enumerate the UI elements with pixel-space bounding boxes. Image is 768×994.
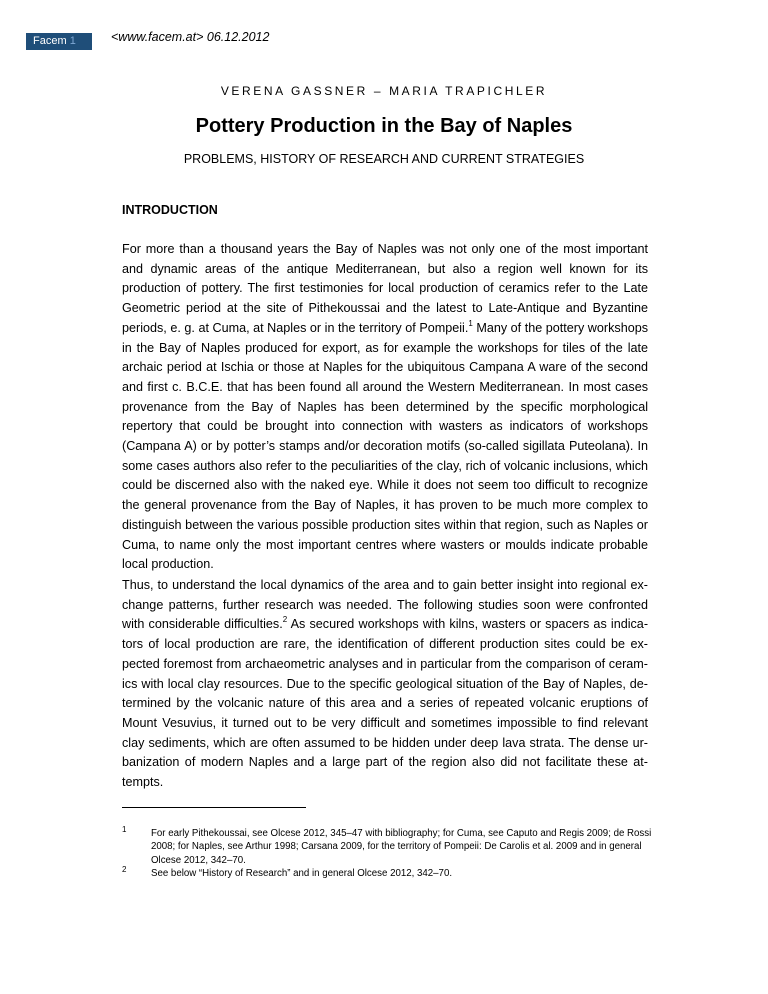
footnote-ref-2[interactable]: 2: [282, 615, 288, 625]
footnote-ref-1[interactable]: 1: [468, 318, 473, 328]
paper-title: Pottery Production in the Bay of Naples: [195, 115, 573, 137]
footnote-divider: [122, 807, 306, 808]
paragraph-2-text-b: As secured workshops with kilns, wasters or spacers as indicators of local production are rare, the identification of different production sites could be expected foremost from archaeometric analyses and in particular from the comparison of ceramics with local clay resources. Due to the specific geological situation of the Bay of Naples, determined by the volcanic nature of this area and a series of repeated volcanic eruptions of Mount Vesuvius, it turned out to be very difficult and sometimes impossible to find relevant clay sediments, which are often assumed to be hidden under deep lava strata. The dense urbanization of modern Naples and a large part of the region also did not facilitate these attempts.: [122, 617, 649, 790]
journal-name: Facem: [33, 35, 67, 47]
page-number: 1: [69, 35, 76, 47]
paper-subtitle: PROBLEMS, HISTORY OF RESEARCH AND CURRENT STRATEGIES: [183, 152, 585, 166]
paragraph-1-text-a: For more than a thousand years the Bay of Naples was not only one of the most important and dynamic areas of the antique Mediterranean, but also a region well known for its production of pottery. The first testimonies for local production of ceramics refer to the Late Geometric period at the site of Pithekoussai and the latest to Late-Antique and Byzantine periods, e. g. at Cuma, at Naples or in the territory of Pompeii.: [122, 242, 648, 335]
paragraph-2: [122, 576, 648, 793]
footnote-2: [122, 867, 652, 880]
footnote-1-text: For early Pithekoussai, see Olcese 2012, 345–47 with bibliography; for Cuma, see Caputo and Regis 2009; de Rossi 2008; for Naples, see Arthur 1998; Carsana 2009, for the territory of Pompeii: De Carolis et al. 2009 and in general Olcese 2012, 342–70.: [151, 828, 652, 866]
footnote-2-number: 2: [122, 865, 127, 874]
journal-badge: [26, 33, 92, 50]
paragraph-1: [122, 240, 648, 575]
paragraph-2-text-a: Thus, to understand the local dynamics of the area and to gain better insight into regional exchange patterns, further research was needed. The following studies soon were confronted with considerable difficulties.: [122, 578, 648, 632]
footnote-1-number: 1: [122, 825, 127, 834]
footnote-2-text: See below “History of Research” and in general Olcese 2012, 342–70.: [151, 868, 453, 879]
footnote-1: [122, 827, 652, 867]
page-header: [0, 27, 768, 47]
paragraph-1-text-b: Many of the pottery workshops in the Bay of Naples produced for export, as for example the workshops for tiles of the late archaic period at Ischia or those at Naples for the ubiquitous Campana A ware of the second and first c. B.C.E. that has been found all around the Western Mediterranean. In most cases provenance from the Bay of Naples has been determined by the specific morphological repertory that could be brought into connection with wasters as indicators of workshops (Campana A) or by potter’s stamps and/or decoration motifs (so-called sigillata Puteolana). In some cases authors also refer to the peculiarities of the clay, rich of volcanic inclusions, which could be discerned also with the naked eye. While it does not seem too difficult to recognize the general provenance from the Bay of Naples, it has proven to be much more complex to distinguish between the various possible production sites within that region, such as Naples or Cuma, to name only the most important centres where wasters or moulds indicate probable local production.: [122, 320, 648, 572]
section-heading: INTRODUCTION: [122, 203, 218, 217]
source-and-date: <www.facem.at> 06.12.2012: [111, 30, 270, 44]
authors: VERENA GASSNER – MARIA TRAPICHLER: [220, 84, 548, 98]
